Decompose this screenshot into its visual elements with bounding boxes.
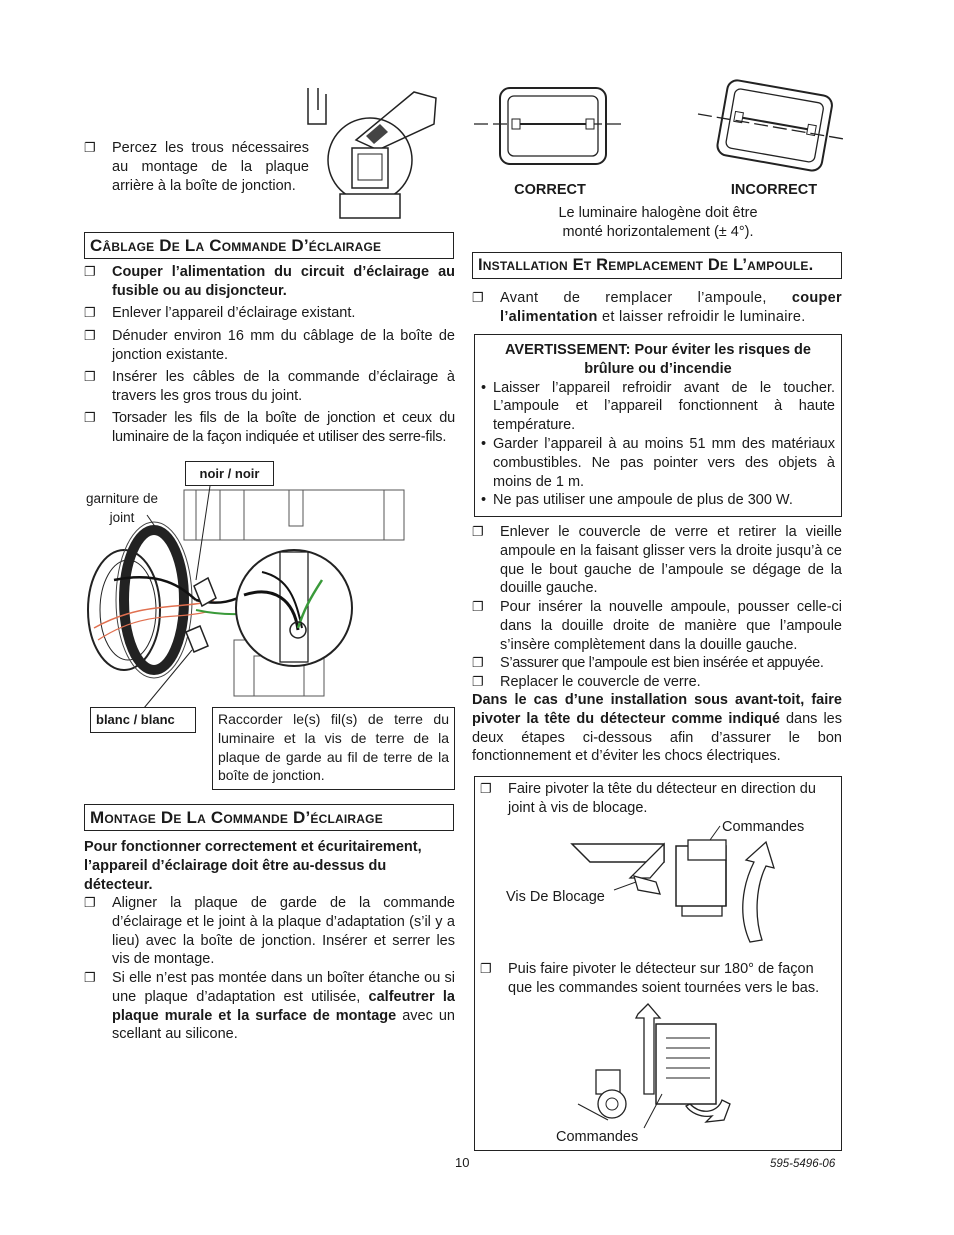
warning-box — [474, 334, 842, 517]
bulb-item-text: Pour insérer la nouvelle ampoule, pousser celle-ci dans la douille droite de manière que l’ampoule s’insère complètement dans la douille gauche. — [500, 599, 842, 653]
montage-item-text: Aligner la plaque de garde de la commande d’éclairage et le joint à la plaque d’adaptation (s’il y a lieu) avec la boîte de jonction. Insérer et serrer les vis de montage. — [112, 895, 455, 968]
install-item-c: et laisser refroidir le luminaire. — [597, 308, 806, 325]
checkbox-icon: ❐ — [472, 599, 484, 614]
eave-paragraph — [472, 691, 842, 766]
pivot-item — [480, 960, 838, 998]
drill-item-text: Percez les trous nécessaires au montage de la plaque arrière à la boîte de jonction. — [112, 140, 309, 194]
montage-intro: Pour fonctionner correctement et écuritairement, l’appareil d’éclairage doit être au-dessus du détecteur. — [84, 839, 422, 893]
warning-bullet: • Laisser l’appareil refroidir avant de le toucher. L’ampoule et l’appareil fonctionnent à haute température. — [481, 379, 835, 435]
cablage-item-text: Couper l’alimentation du circuit d’éclairage au fusible ou au disjoncteur. — [112, 264, 455, 299]
cablage-item — [84, 263, 455, 301]
pivot-item-text: Faire pivoter la tête du détecteur en direction du joint à vis de blocage. — [508, 781, 816, 816]
drill-item — [84, 139, 309, 195]
checkbox-icon: ❐ — [480, 781, 492, 796]
montage-heading: Montage De La Commande D’éclairage — [84, 804, 454, 831]
checkbox-icon: ❐ — [84, 140, 96, 155]
noir-label: noir / noir — [185, 461, 274, 486]
install-item — [472, 289, 842, 327]
montage-item2-c: avec un scellant au silicone. — [112, 1007, 455, 1043]
checkbox-icon: ❐ — [472, 290, 484, 305]
montage-item — [84, 894, 455, 969]
checkbox-icon: ❐ — [480, 961, 492, 976]
detector-pivot-illustration-2 — [572, 1004, 752, 1130]
blanc-label: blanc / blanc — [90, 707, 196, 733]
halogen-caption: Le luminaire halogène doit être monté horizontalement (± 4°). — [558, 205, 758, 240]
warning-title: AVERTISSEMENT: Pour éviter les risques de brûlure ou d’incendie — [505, 342, 811, 377]
checkbox-icon: ❐ — [84, 369, 96, 384]
checkbox-icon: ❐ — [84, 305, 96, 320]
montage-item2-a: Si elle n’est pas montée dans un boîter étanche ou si une plaque d’adaptation est utilisée, — [112, 970, 455, 1005]
bulb-item — [472, 654, 844, 673]
cablage-item-text: Enlever l’appareil d’éclairage existant. — [112, 305, 356, 321]
cablage-item-text: Torsader les fils de la boîte de jonction et ceux du luminaire de la façon indiquée et utiliser des serre-fils. — [112, 410, 455, 445]
cablage-item — [84, 327, 455, 365]
pivot-item-text: Puis faire pivoter le détecteur sur 180° de façon que les commandes soient tournées vers le bas. — [508, 961, 820, 996]
install-item-a: Avant de remplacer l’ampoule, — [500, 290, 792, 306]
cablage-item — [84, 368, 455, 406]
correct-label: CORRECT — [514, 182, 586, 198]
montage-item — [84, 969, 455, 1044]
checkbox-icon: ❐ — [472, 655, 484, 670]
cablage-heading: Câblage De La Commande D’éclairage — [84, 232, 454, 259]
checkbox-icon: ❐ — [84, 328, 96, 343]
halogen-incorrect-diagram — [698, 84, 844, 166]
page-number: 10 — [455, 1155, 470, 1170]
cablage-item — [84, 409, 455, 447]
install-heading: Installation Et Remplacement De L’ampoule. — [472, 252, 842, 279]
bulb-item — [472, 523, 842, 598]
checkbox-icon: ❐ — [84, 264, 96, 279]
warning-bullet: • Ne pas utiliser une ampoule de plus de 300 W. — [481, 491, 835, 510]
detector-pivot-illustration-1 — [570, 836, 790, 952]
drill-illustration — [306, 80, 456, 220]
eave-bold: Dans le cas d’une installation sous avant-toit, faire pivoter la tête du détecteur comme indiqué — [472, 692, 842, 727]
ground-note: Raccorder le(s) fil(s) de terre du luminaire et la vis de terre de la plaque de garde au fil de terre de la boîte de jonction. — [212, 707, 455, 790]
pivot-item — [480, 780, 838, 818]
commandes-label-top: Commandes — [722, 819, 805, 835]
vis-blocage-label: Vis De Blocage — [506, 889, 605, 905]
checkbox-icon: ❐ — [84, 410, 96, 425]
bulb-item-text: Replacer le couvercle de verre. — [500, 674, 701, 690]
cablage-item-text: Insérer les câbles de la commande d’éclairage à travers les gros trous du joint. — [112, 369, 455, 404]
halogen-correct-diagram — [474, 84, 624, 166]
bulb-item — [472, 598, 842, 654]
bulb-item-text: Enlever le couvercle de verre et retirer la vieille ampoule en la faisant glisser vers la droite jusqu’à ce que le bout gauche de l’ampoule se dégage de la douille gauche. — [500, 524, 842, 597]
garniture-label: garniture de joint — [85, 491, 159, 525]
incorrect-label: INCORRECT — [730, 182, 818, 198]
checkbox-icon: ❐ — [472, 674, 484, 689]
checkbox-icon: ❐ — [84, 970, 96, 985]
montage-item2-b: calfeutrer la plaque murale et la surface de montage — [112, 988, 455, 1024]
checkbox-icon: ❐ — [472, 524, 484, 539]
bulb-item — [472, 673, 842, 692]
checkbox-icon: ❐ — [84, 895, 96, 910]
bulb-item-text: S’assurer que l’ampoule est bien insérée et appuyée. — [500, 655, 824, 671]
cablage-item-text: Dénuder environ 16 mm du câblage de la boîte de jonction existante. — [112, 328, 455, 363]
cablage-item — [84, 304, 455, 323]
warning-bullet: • Garder l’appareil à au moins 51 mm des matériaux combustibles. Ne pas pointer vers des objets à moins de 1 m. — [481, 435, 835, 491]
commandes-label-bottom: Commandes — [556, 1129, 639, 1145]
install-item-b: couper l’alimentation — [500, 290, 842, 325]
eave-rest: dans les deux étapes ci-dessous afin d’assurer le bon fonctionnement et d’éviter les chocs électriques. — [472, 710, 842, 765]
doc-code: 595-5496-06 — [770, 1158, 836, 1170]
